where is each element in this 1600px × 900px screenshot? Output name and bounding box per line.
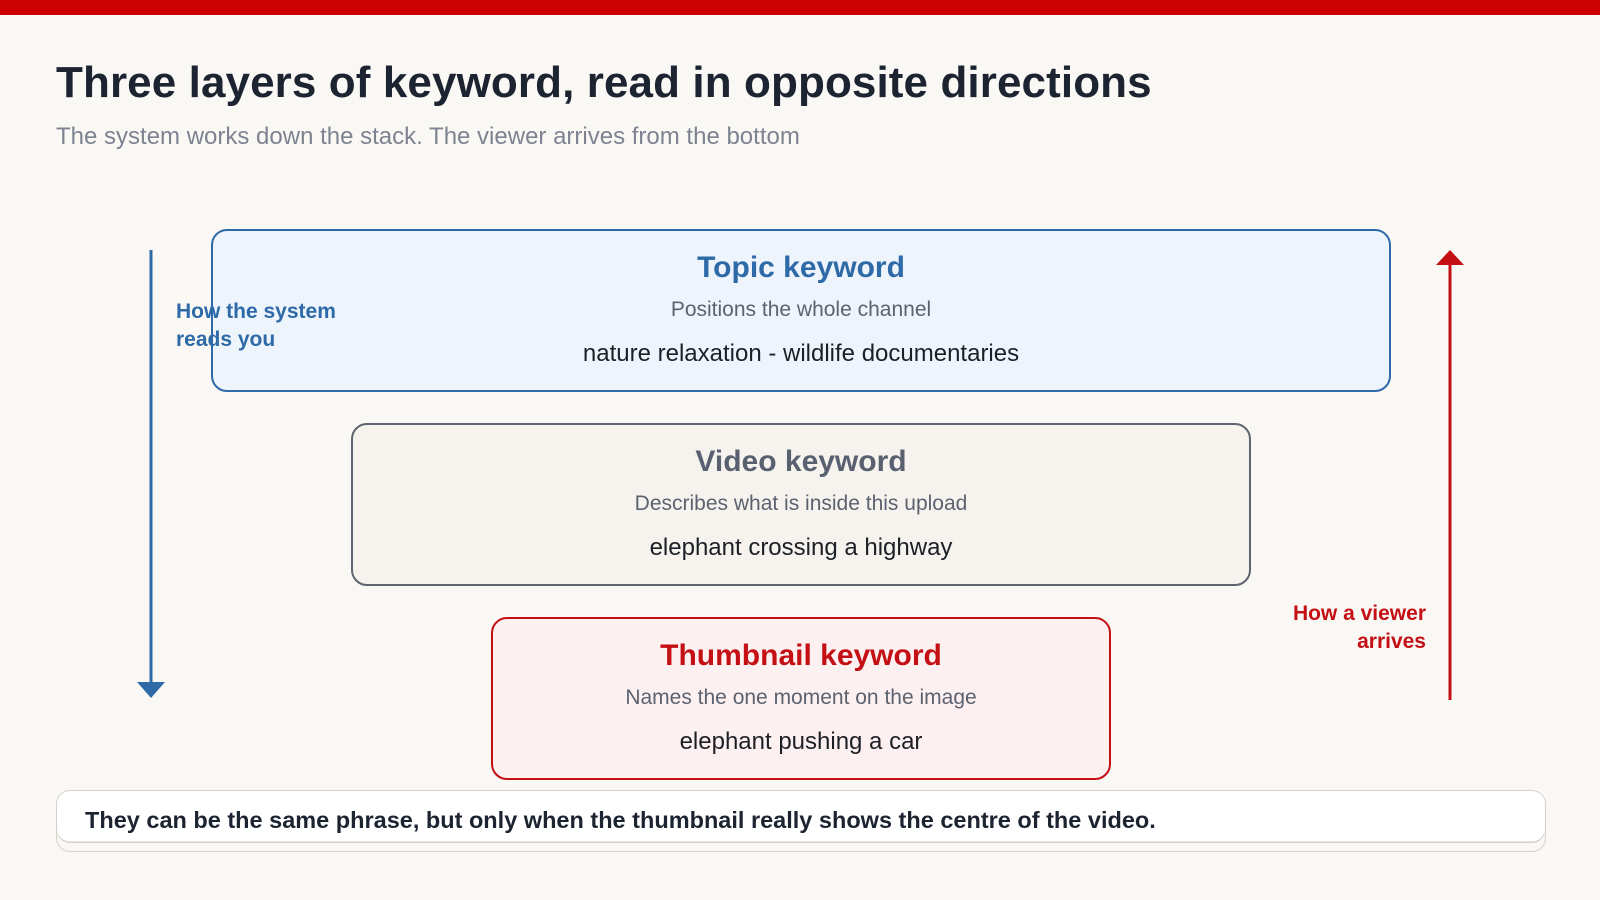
layer-video-keyword: [351, 423, 1251, 586]
layer-example: elephant crossing a highway: [649, 534, 953, 561]
layer-description: Positions the whole channel: [670, 298, 932, 321]
viewer-arrives-label: How a viewer arrives: [1292, 602, 1426, 653]
layer-description: Names the one moment on the image: [625, 686, 977, 709]
system-reads-label: How the system reads you: [176, 300, 336, 351]
layer-description: Describes what is inside this upload: [634, 492, 968, 515]
layer-name: Video keyword: [695, 445, 907, 478]
layer-example: nature relaxation - wildlife documentaries: [582, 340, 1020, 367]
page-title: Three layers of keyword, read in opposite directions: [56, 58, 1152, 107]
viewer-up-arrow: [1436, 250, 1464, 700]
footer-note: They can be the same phrase, but only when the thumbnail really shows the centre of the video.: [85, 807, 1156, 833]
system-down-arrow: [137, 250, 165, 698]
layer-topic-keyword: [211, 229, 1391, 392]
layer-name: Topic keyword: [697, 251, 905, 284]
page-subtitle: The system works down the stack. The viewer arrives from the bottom: [56, 123, 800, 150]
layer-example: elephant pushing a car: [679, 728, 923, 755]
footer-callout: [56, 790, 1546, 852]
layer-thumbnail-keyword: [491, 617, 1111, 780]
layer-name: Thumbnail keyword: [660, 639, 942, 672]
